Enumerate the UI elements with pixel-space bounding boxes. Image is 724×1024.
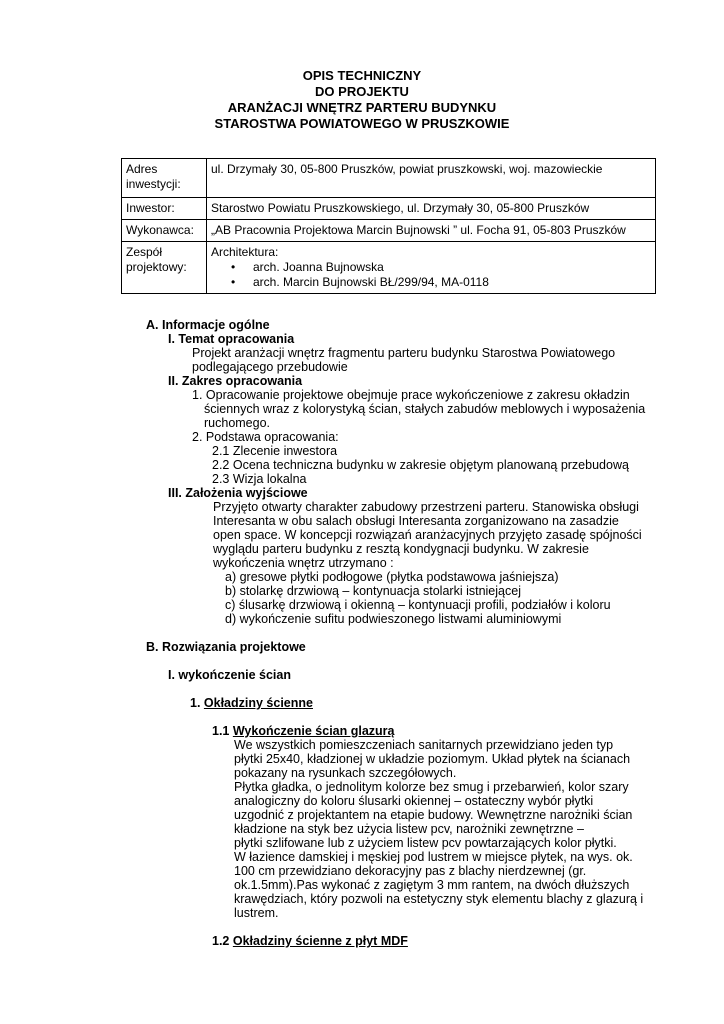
section-number: 1.2 (212, 934, 233, 948)
list-item (211, 275, 652, 290)
list-item: 2.3 Wizja lokalna (212, 472, 307, 486)
cell-value: Starostwo Powiatu Pruszkowskiego, ul. Drzymały 30, 05-800 Pruszków (207, 198, 656, 220)
title-line: OPIS TECHNICZNY (302, 68, 422, 83)
team-member: arch. Marcin Bujnowski BŁ/299/94, MA-0118 (253, 275, 489, 289)
paragraph-line: płytki szlifowane lub z użyciem listew pcv powtarzających kolor płytki. (234, 836, 617, 850)
subsection-heading: II. Zakres opracowania (168, 374, 303, 388)
cell-label: Zespół projektowy: (122, 242, 207, 294)
section-title: Wykończenie ścian glazurą (232, 724, 395, 738)
paragraph-line: ściennych wraz z kolorystyką ścian, stałych zabudów meblowych i wyposażenia (204, 402, 646, 416)
subsection-heading (190, 696, 313, 710)
paragraph-line: 100 cm przewidziano dekoracyjny pas z blachy nierdzewnej (gr. (234, 864, 587, 878)
list-item: 2. Podstawa opracowania: (192, 430, 339, 444)
table-row (122, 220, 656, 242)
list-item: 2.2 Ocena techniczna budynku w zakresie objętym planowaną przebudową (212, 458, 629, 472)
team-member: arch. Joanna Bujnowska (253, 260, 384, 274)
title-line: DO PROJEKTU (315, 84, 409, 99)
subsection-heading (212, 934, 408, 948)
list-item: c) ślusarkę drzwiową i okienną – kontynuacji profili, podziałów i koloru (225, 598, 611, 612)
paragraph-line: Projekt aranżacji wnętrz fragmentu parteru budynku Starostwa Powiatowego (192, 346, 616, 360)
list-item: 2.1 Zlecenie inwestora (212, 444, 338, 458)
subsection-heading: III. Założenia wyjściowe (168, 486, 308, 500)
team-heading: Architektura: (211, 245, 279, 259)
paragraph-line: analogiczny do koloru ślusarki okiennej – ostateczny wybór płytki (234, 794, 594, 808)
section-title: Okładziny ścienne (203, 696, 313, 710)
cell-value (207, 242, 656, 294)
document-title (0, 68, 724, 132)
subsection-heading: I. wykończenie ścian (168, 668, 291, 682)
paragraph-line: ruchomego. (204, 416, 271, 430)
paragraph-line: płytki 25x40, kładzionej w układzie poziomym. Układ płytek na ścianach (234, 752, 631, 766)
section-title: Okładziny ścienne z płyt MDF (232, 934, 408, 948)
subsection-heading: I. Temat opracowania (168, 332, 295, 346)
paragraph-line: Przyjęto otwarty charakter zabudowy przestrzeni parteru. Stanowiska obsługi (213, 500, 639, 514)
table-row (122, 242, 656, 294)
paragraph-line: kładzione na styk bez użycia listew pcv, narożniki zewnętrzne – (234, 822, 584, 836)
paragraph-line: uzgodnić z projektantem na etapie budowy. Wewnętrzne narożniki ścian (234, 808, 633, 822)
project-info-table (121, 158, 656, 294)
paragraph-line: open space. W koncepcji rozwiązań aranżacyjnych przyjęto zasadę spójności (213, 528, 642, 542)
section-b-heading: B. Rozwiązania projektowe (146, 640, 306, 654)
paragraph-line: Interesanta w obu salach obsługi Interesanta zorganizowano na zasadzie (213, 514, 619, 528)
paragraph-line: ok.1.5mm).Pas wykonać z zagiętym 3 mm rantem, na dwóch dłuższych (234, 878, 630, 892)
paragraph-line: wyglądu parteru budynku z resztą kondygnacji budynku. W zakresie (213, 542, 589, 556)
list-item: d) wykończenie sufitu podwieszonego listwami aluminiowymi (225, 612, 562, 626)
cell-label: Wykonawca: (122, 220, 207, 242)
section-number: 1. (190, 696, 204, 710)
paragraph-line: We wszystkich pomieszczeniach sanitarnych przewidziano jeden typ (234, 738, 614, 752)
cell-value: ul. Drzymały 30, 05-800 Pruszków, powiat pruszkowski, woj. mazowieckie (207, 159, 656, 198)
cell-label: Adres inwestycji: (122, 159, 207, 198)
paragraph-line: podlegającego przebudowie (192, 360, 348, 374)
paragraph-line: 1. Opracowanie projektowe obejmuje prace wykończeniowe z zakresu okładzin (192, 388, 630, 402)
paragraph-line: pokazany na rysunkach szczegółowych. (234, 766, 457, 780)
list-item: b) stolarkę drzwiową – kontynuacja stolarki istniejącej (225, 584, 521, 598)
table-row (122, 159, 656, 198)
table-row (122, 198, 656, 220)
paragraph-line: W łazience damskiej i męskiej pod lustrem w miejsce płytek, na wys. ok. (234, 850, 633, 864)
paragraph-line: lustrem. (234, 906, 279, 920)
subsection-heading (212, 724, 395, 738)
list-item (211, 260, 652, 275)
title-line: STAROSTWA POWIATOWEGO W PRUSZKOWIE (214, 116, 510, 131)
cell-label: Inwestor: (122, 198, 207, 220)
paragraph-line: krawędziach, który pozwoli na estetyczny styk elementu blachy z glazurą i (234, 892, 644, 906)
list-item: a) gresowe płytki podłogowe (płytka podstawowa jaśniejsza) (225, 570, 559, 584)
title-line: ARANŻACJI WNĘTRZ PARTERU BUDYNKU (227, 100, 497, 115)
paragraph-line: Płytka gładka, o jednolitym kolorze bez smug i przebarwień, kolor szary (234, 780, 629, 794)
section-number: 1.1 (212, 724, 233, 738)
cell-value: „AB Pracownia Projektowa Marcin Bujnowski ” ul. Focha 91, 05-803 Pruszków (207, 220, 656, 242)
paragraph-line: wykończenia wnętrz utrzymano : (213, 556, 394, 570)
section-a-heading: A. Informacje ogólne (146, 318, 270, 332)
